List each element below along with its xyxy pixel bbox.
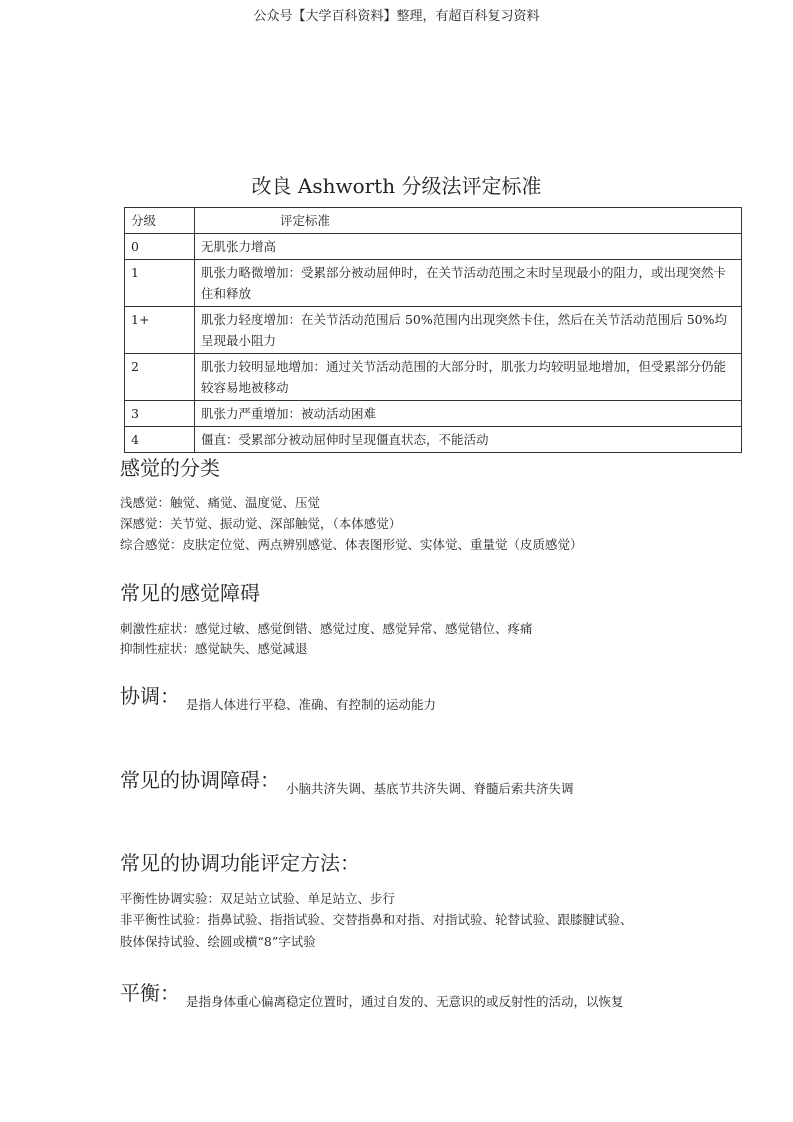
header-cell: 分级 [125, 208, 195, 234]
table-title: 改良 Ashworth 分级法评定标准 [251, 174, 542, 198]
criteria-cell: 肌张力略微增加：受累部分被动屈伸时，在关节活动范围之末时呈现最小的阻力，或出现突然卡住和释放 [195, 260, 742, 307]
table-row [125, 307, 742, 354]
section-heading-inline [120, 680, 436, 713]
header-cell: 评定标准 [195, 208, 742, 234]
table-row [125, 401, 742, 427]
paragraph-line: 非平衡性试验：指鼻试验、指指试验、交替指鼻和对指、对指试验、轮替试验、跟膝腱试验、 [120, 912, 633, 927]
heading-text: 常见的协调障碍： [120, 768, 280, 792]
paragraph-line: 深感觉：关节觉、振动觉、深部触觉，（本体感觉） [120, 516, 402, 531]
heading-text: 平衡： [120, 981, 180, 1005]
table-header-row [125, 208, 742, 234]
grade-cell: 1+ [125, 307, 195, 354]
criteria-cell: 肌张力严重增加：被动活动困难 [195, 401, 742, 427]
paragraph-line: 综合感觉：皮肤定位觉、两点辨别感觉、体表图形觉、实体觉、重量觉（皮质感觉） [120, 537, 583, 552]
grade-cell: 4 [125, 427, 195, 453]
section-heading-inline [120, 764, 574, 797]
ashworth-table [124, 207, 742, 453]
table-row [125, 354, 742, 401]
definition-text: 小脑共济失调、基底节共济失调、脊髓后索共济失调 [286, 781, 574, 796]
section-heading: 常见的协调功能评定方法： [120, 851, 360, 875]
paragraph-line: 浅感觉：触觉、痛觉、温度觉、压觉 [120, 495, 321, 510]
criteria-cell: 肌张力较明显地增加：通过关节活动范围的大部分时，肌张力均较明显地增加，但受累部分仍能较容易地被移动 [195, 354, 742, 401]
criteria-cell: 无肌张力增高 [195, 234, 742, 260]
paragraph-line: 刺激性症状：感觉过敏、感觉倒错、感觉过度、感觉异常、感觉错位、疼痛 [120, 621, 533, 636]
criteria-cell: 僵直：受累部分被动屈伸时呈现僵直状态，不能活动 [195, 427, 742, 453]
heading-text: 协调： [120, 684, 180, 708]
definition-text: 是指人体进行平稳、准确、有控制的运动能力 [186, 697, 437, 712]
paragraph-line: 抑制性症状：感觉缺失、感觉减退 [120, 641, 308, 656]
table-row [125, 234, 742, 260]
grade-cell: 2 [125, 354, 195, 401]
paragraph-line: 肢体保持试验、绘圆或横“8”字试验 [120, 934, 316, 949]
grade-cell: 3 [125, 401, 195, 427]
grade-cell: 1 [125, 260, 195, 307]
definition-text: 是指身体重心偏离稳定位置时，通过自发的、无意识的或反射性的活动，以恢复 [186, 994, 624, 1009]
section-heading: 常见的感觉障碍 [120, 581, 260, 605]
paragraph-line: 平衡性协调实验：双足站立试验、单足站立、步行 [120, 891, 396, 906]
section-heading: 感觉的分类 [120, 456, 220, 480]
table-row [125, 260, 742, 307]
section-heading-inline [120, 977, 624, 1010]
table-row [125, 427, 742, 453]
criteria-cell: 肌张力轻度增加：在关节活动范围后 50%范围内出现突然卡住，然后在关节活动范围后 50%均呈现最小阻力 [195, 307, 742, 354]
page-header: 公众号【大学百科资料】整理，有超百科复习资料 [253, 9, 540, 24]
grade-cell: 0 [125, 234, 195, 260]
